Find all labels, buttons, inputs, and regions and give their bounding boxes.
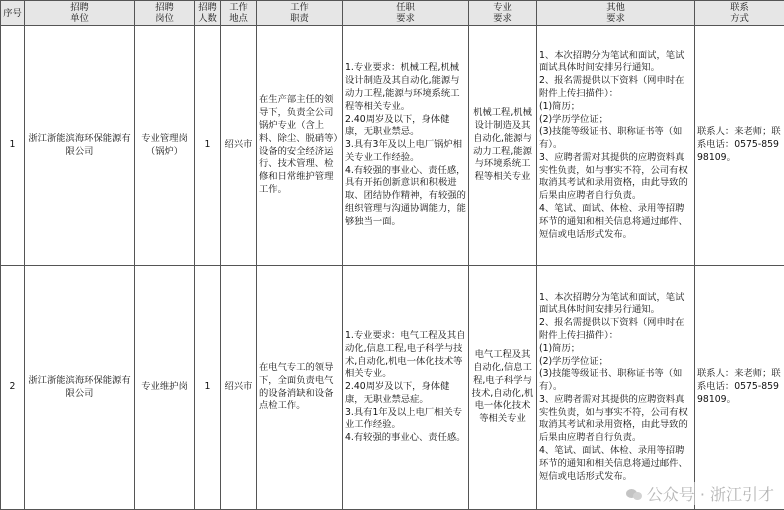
cell-location: 绍兴市	[221, 266, 257, 510]
cell-major: 机械工程,机械设计制造及其自动化,能源与动力工程,能源与环境系统工程等相关专业	[469, 26, 537, 266]
watermark	[624, 482, 776, 505]
cell-location: 绍兴市	[221, 26, 257, 266]
cell-other: 1、本次招聘分为笔试和面试，笔试面试具体时间安排另行通知。 2、报名需提供以下资料（网申时在附件上传扫描件）： (1)简历； (2)学历学位证； (3)技能等级证书、职称证书等（如有）。 3、应聘者需对其提供的应聘资料真实性负责，如与事实不符，公司有权取消其考试和录用资格，由此导致的后果由应聘者自行负责。 4、笔试、面试、体检、录用等招聘环节的通知和相关信息将通过邮件、短信或电话形式发布。	[537, 266, 695, 510]
cell-duty: 在电气专工的领导下，全面负责电气的设备消缺和设备点检工作。	[257, 266, 343, 510]
header-other: 其他 要求	[537, 1, 695, 26]
cell-index: 2	[1, 266, 25, 510]
header-requirement: 任职 要求	[343, 1, 469, 26]
table-row	[1, 266, 784, 510]
header-index: 序号	[1, 1, 25, 26]
cell-count: 1	[195, 266, 221, 510]
header-unit: 招聘 单位	[25, 1, 135, 26]
header-major: 专业 要求	[469, 1, 537, 26]
cell-requirement: 1.专业要求：电气工程及其自动化,信息工程,电子科学与技术,自动化,机电一体化技术等相关专业。 2.40周岁及以下，身体健康，无职业禁忌症。 3.具有1年及以上电厂相关专业工作经验。 4.有较强的事业心、责任感。	[343, 266, 469, 510]
cell-unit: 浙江浙能滨海环保能源有限公司	[25, 266, 135, 510]
cell-unit: 浙江浙能滨海环保能源有限公司	[25, 26, 135, 266]
watermark-text: 公众号 · 浙江引才	[647, 482, 774, 505]
header-contact: 联系 方式	[695, 1, 784, 26]
header-location: 工作 地点	[221, 1, 257, 26]
cell-requirement: 1.专业要求：机械工程,机械设计制造及其自动化,能源与动力工程,能源与环境系统工程等相关专业。 2.40周岁及以下，身体健康，无职业禁忌。 3.具有3年及以上电厂锅炉相关专业工作经验。 4.有较强的事业心、责任感，具有开拓创新意识和积极进取、团结协作精神，有较强的组织管理与沟通协调能力，能够独当一面。	[343, 26, 469, 266]
cell-major: 电气工程及其自动化,信息工程,电子科学与技术,自动化,机电一体化技术等相关专业	[469, 266, 537, 510]
cell-count: 1	[195, 26, 221, 266]
wechat-icon	[626, 487, 643, 501]
table-row	[1, 26, 784, 266]
table-header-row	[1, 1, 784, 26]
cell-contact: 联系人：来老师；联系电话：0575-85998109。	[695, 26, 784, 266]
cell-duty: 在生产部主任的领导下，负责全公司锅炉专业（含上料、除尘、脱硝等）设备的安全经济运行、技术管理、检修和日常维护管理工作。	[257, 26, 343, 266]
cell-post: 专业管理岗（锅炉）	[135, 26, 195, 266]
cell-post: 专业维护岗	[135, 266, 195, 510]
cell-index: 1	[1, 26, 25, 266]
cell-other: 1、本次招聘分为笔试和面试，笔试面试具体时间安排另行通知。 2、报名需提供以下资料（网申时在附件上传扫描件）： (1)简历； (2)学历学位证； (3)技能等级证书、职称证书等（如有）。 3、应聘者需对其提供的应聘资料真实性负责，如与事实不符，公司有权取消其考试和录用资格，由此导致的后果由应聘者自行负责。 4、笔试、面试、体检、录用等招聘环节的通知和相关信息将通过邮件、短信或电话形式发布。	[537, 26, 695, 266]
cell-contact: 联系人：来老师；联系电话：0575-85998109。	[695, 266, 784, 510]
header-count: 招聘 人数	[195, 1, 221, 26]
header-duty: 工作 职责	[257, 1, 343, 26]
header-post: 招聘 岗位	[135, 1, 195, 26]
